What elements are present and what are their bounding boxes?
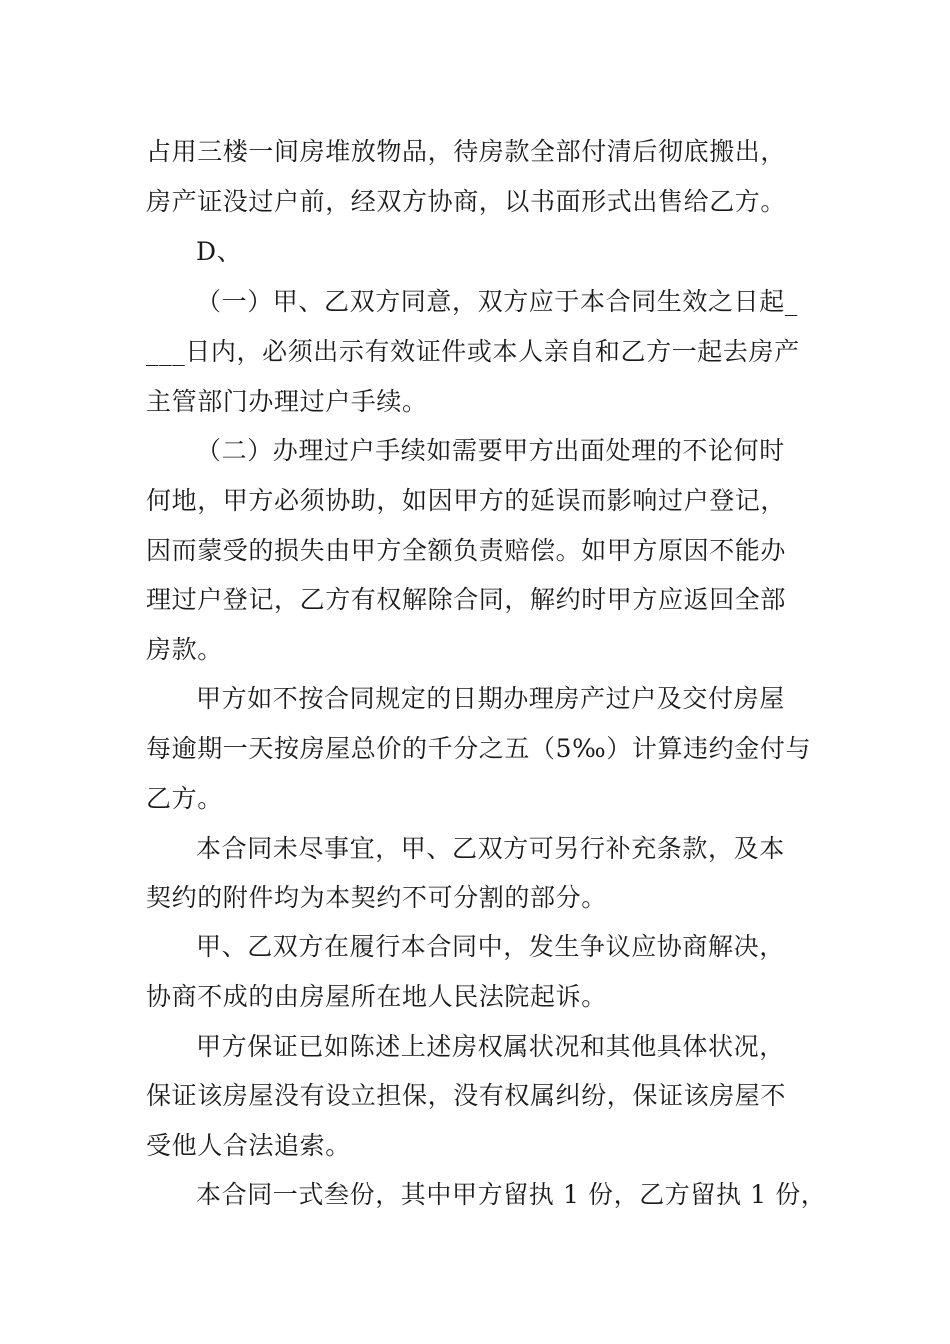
text-line: 受他人合法追索。 <box>146 1131 351 1160</box>
text-line: 乙方。 <box>146 784 223 813</box>
text-line: 协商不成的由房屋所在地人民法院起诉。 <box>146 982 607 1011</box>
text-line: 房产证没过户前，经双方协商，以书面形式出售给乙方。 <box>146 187 787 216</box>
text-line: 保证该房屋没有设立担保，没有权属纠纷，保证该房屋不 <box>146 1081 787 1110</box>
text-line: 占用三楼一间房堆放物品，待房款全部付清后彻底搬出， <box>146 137 787 166</box>
text-line: 甲方保证已如陈述上述房权属状况和其他具体状况， <box>196 1032 785 1061</box>
text-line: （一）甲、乙双方同意，双方应于本合同生效之日起_ <box>196 287 798 316</box>
text-line: （二）办理过户手续如需要甲方出面处理的不论何时 <box>196 436 785 465</box>
text-line: 理过户登记，乙方有权解除合同，解约时甲方应返回全部 <box>146 585 787 614</box>
text-line: 主管部门办理过户手续。 <box>146 387 428 416</box>
text-line: 本合同未尽事宜，甲、乙双方可另行补充条款，及本 <box>196 834 785 863</box>
text-line: 何地，甲方必须协助，如因甲方的延误而影响过户登记， <box>146 486 787 515</box>
text-line: 甲、乙双方在履行本合同中，发生争议应协商解决， <box>196 932 785 961</box>
text-line: ___日内，必须出示有效证件或本人亲自和乙方一起去房产 <box>146 337 800 366</box>
clause-label: D、 <box>196 237 243 266</box>
text-line: 因而蒙受的损失由甲方全额负责赔偿。如甲方原因不能办 <box>146 536 787 565</box>
text-line: 每逾期一天按房屋总价的千分之五（5‰）计算违约金付与 <box>146 734 812 763</box>
text-line: 房款。 <box>146 635 223 664</box>
text-line: 甲方如不按合同规定的日期办理房产过户及交付房屋 <box>196 684 785 713</box>
text-line: 本合同一式叁份，其中甲方留执 1 份，乙方留执 1 份， <box>196 1180 827 1209</box>
text-line: 契约的附件均为本契约不可分割的部分。 <box>146 883 607 912</box>
